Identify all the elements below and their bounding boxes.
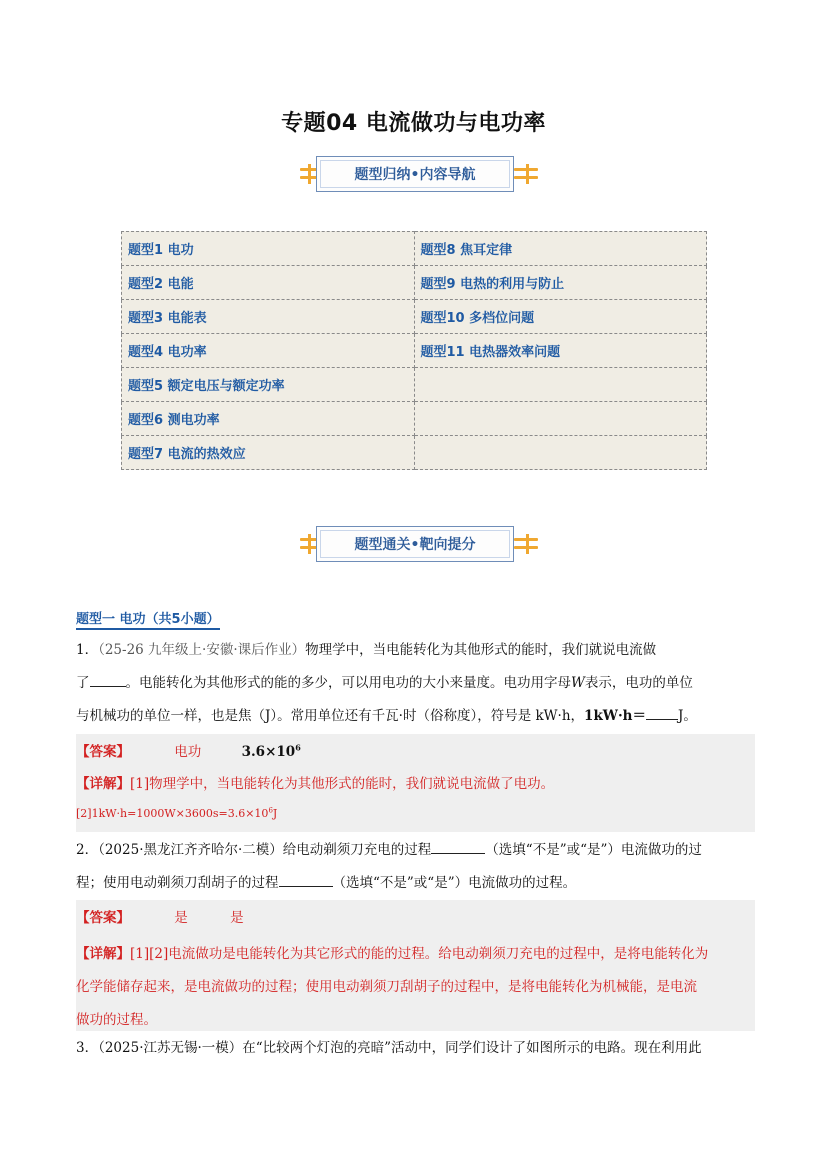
nav-item[interactable]: 题型2 电能: [122, 266, 415, 300]
nav-item[interactable]: 题型10 多档位问题: [414, 300, 707, 334]
question-3: 3．（2025·江苏无锡·一模）在“比较两个灯泡的亮暗”活动中，同学们设计了如图所示的电路。现在利用此: [76, 1040, 702, 1056]
nav-item[interactable]: 题型7 电流的热效应: [122, 436, 415, 470]
nav-row: [122, 436, 707, 470]
banner-right-ornament-icon: [514, 536, 538, 552]
nav-item[interactable]: 题型3 电能表: [122, 300, 415, 334]
nav-item: [414, 402, 707, 436]
nav-item[interactable]: 题型4 电功率: [122, 334, 415, 368]
answer-label: 【答案】: [76, 744, 130, 760]
detail-text: [1]物理学中，当电能转化为其他形式的能时，我们就说电流做了电功。: [130, 776, 555, 792]
answer-blank: [646, 705, 678, 720]
contents-banner: [298, 156, 538, 196]
nav-item: [414, 368, 707, 402]
nav-row: [122, 402, 707, 436]
topic-navigation-table: [121, 231, 707, 470]
nav-row: [122, 266, 707, 300]
question-1: 1．（25-26 九年级上·安徽·课后作业）物理学中，当电能转化为其他形式的能时，我们就说电流做 了 。电能转化为其他形式的能的多少，可以用电功的大小来量度。电功用字母W表示，电功的单位 与机械功的单位一样，也是焦（J）。常用单位还有千瓦·时（俗称度），符号是 kW·h，1kW·h＝ J。: [76, 642, 697, 724]
nav-item[interactable]: 题型6 测电功率: [122, 402, 415, 436]
nav-item: [414, 436, 707, 470]
answer-box-2: 【答案】 是 是 【详解】[1][2]电流做功是电能转化为其它形式的能的过程。给电动剃须刀充电的过程中，是将电能转化为 化学能储存起来，是电流做功的过程；使用电动剃须刀刮胡子的过程中，是将电能转化为机械能，是电流 做功的过程。: [76, 900, 755, 1031]
nav-item[interactable]: 题型8 焦耳定律: [414, 232, 707, 266]
nav-row: [122, 232, 707, 266]
page-title: 专题04 电流做功与电功率: [281, 111, 546, 136]
answer-blank: [279, 872, 333, 887]
answer-value: 电功: [174, 744, 202, 760]
question-number: 1．: [76, 642, 99, 658]
answer-blank: [90, 672, 126, 687]
answer-blank: [431, 839, 485, 854]
answer-value: $3.6\times 10^6$: [241, 742, 301, 760]
section-heading: 题型一 电功（共5小题）: [76, 608, 220, 630]
detail-text: $[2]1kW\cdot h=1000W\times 3600s=3.6\times 10^6J$: [76, 806, 278, 820]
question-2: 2．（2025·黑龙江齐齐哈尔·二模）给电动剃须刀充电的过程 （选填“不是”或“是”）电流做功的过 程；使用电动剃须刀刮胡子的过程 （选填“不是”或“是”）电流做功的过程。: [76, 834, 756, 900]
nav-row: [122, 300, 707, 334]
nav-row: [122, 334, 707, 368]
practice-banner: [298, 526, 538, 566]
banner-title: 题型通关•靶向提分: [316, 526, 514, 562]
question-source: （25-26 九年级上·安徽·课后作业）: [98, 642, 306, 658]
banner-title: 题型归纳•内容导航: [316, 156, 514, 192]
detail-label: 【详解】: [76, 776, 130, 792]
banner-right-ornament-icon: [514, 166, 538, 182]
nav-row: [122, 368, 707, 402]
nav-item[interactable]: 题型1 电功: [122, 232, 415, 266]
nav-item[interactable]: 题型11 电热器效率问题: [414, 334, 707, 368]
answer-box-1: [76, 734, 755, 832]
nav-item[interactable]: 题型9 电热的利用与防止: [414, 266, 707, 300]
nav-item[interactable]: 题型5 额定电压与额定功率: [122, 368, 415, 402]
